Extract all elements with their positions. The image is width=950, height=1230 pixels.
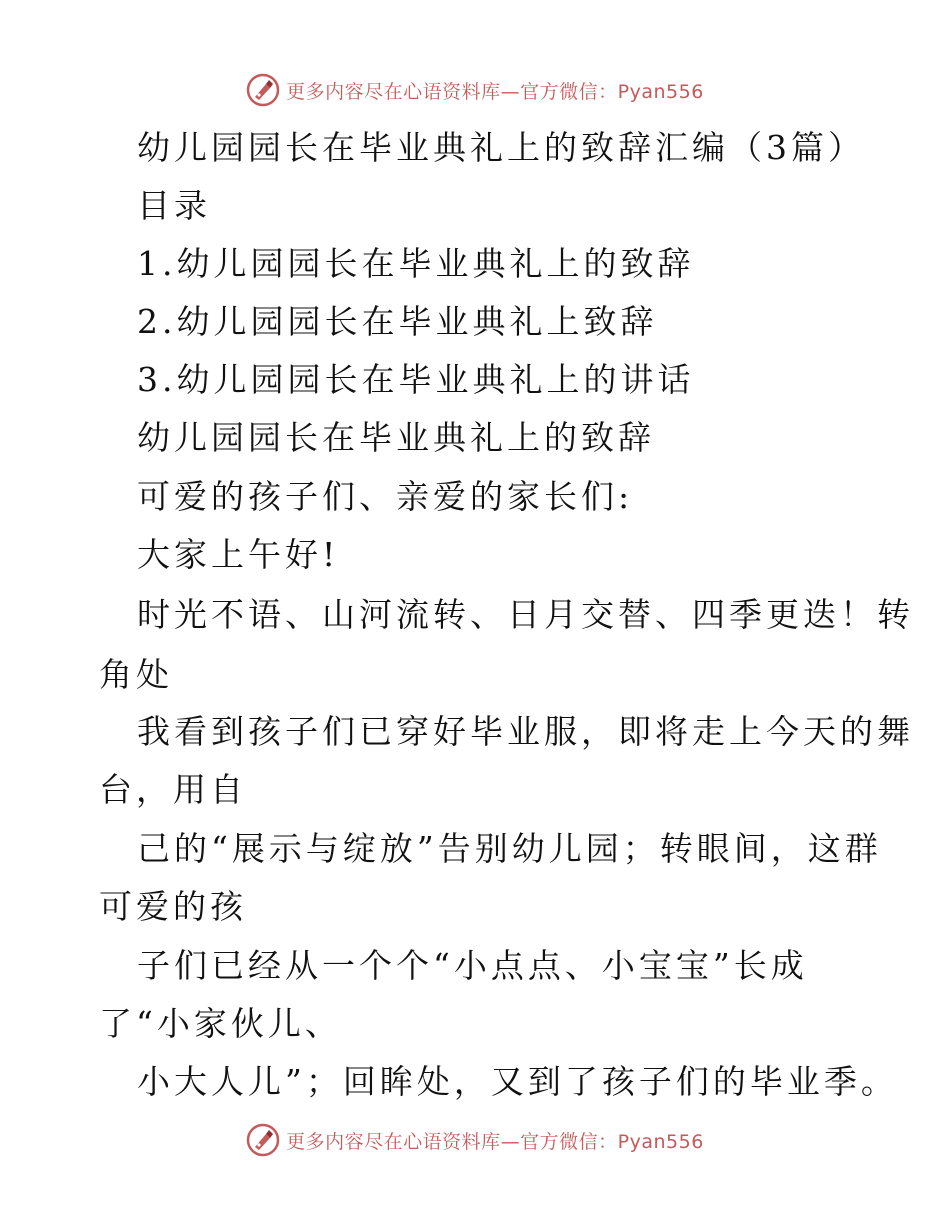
body-line: 时光不语、山河流转、日月交替、四季更迭！转 [137, 595, 914, 634]
body-line: 了“小家伙儿、 [99, 1004, 342, 1043]
banner-text: 更多内容尽在心语资料库—官方微信：Pyan556 [286, 80, 704, 103]
body-line: 可爱的孩 [99, 887, 247, 926]
body-line: 大家上午好! [137, 535, 340, 574]
body-line: 台，用自 [99, 770, 247, 809]
banner-text: 更多内容尽在心语资料库—官方微信：Pyan556 [286, 1130, 704, 1153]
section-title: 幼儿园园长在毕业典礼上的致辞 [137, 418, 655, 457]
body-line: 角处 [99, 655, 173, 694]
document-title: 幼儿园园长在毕业典礼上的致辞汇编（3篇） [137, 128, 865, 167]
toc-heading: 目录 [137, 186, 211, 225]
toc-item: 2.幼儿园园长在毕业典礼上致辞 [137, 302, 658, 341]
toc-item: 3.幼儿园园长在毕业典礼上的讲话 [137, 360, 695, 399]
footer-banner [0, 1120, 950, 1160]
toc-item: 1.幼儿园园长在毕业典礼上的致辞 [137, 244, 695, 283]
pen-nib-logo-icon [246, 1123, 280, 1157]
body-line: 可爱的孩子们、亲爱的家长们: [137, 477, 634, 516]
body-line: 小大人儿”；回眸处，又到了孩子们的毕业季。 [137, 1062, 898, 1101]
body-line: 子们已经从一个个“小点点、小宝宝”长成 [137, 946, 808, 985]
body-line: 己的“展示与绽放”告别幼儿园；转眼间，这群 [137, 829, 882, 868]
body-line: 我看到孩子们已穿好毕业服，即将走上今天的舞 [137, 712, 914, 751]
